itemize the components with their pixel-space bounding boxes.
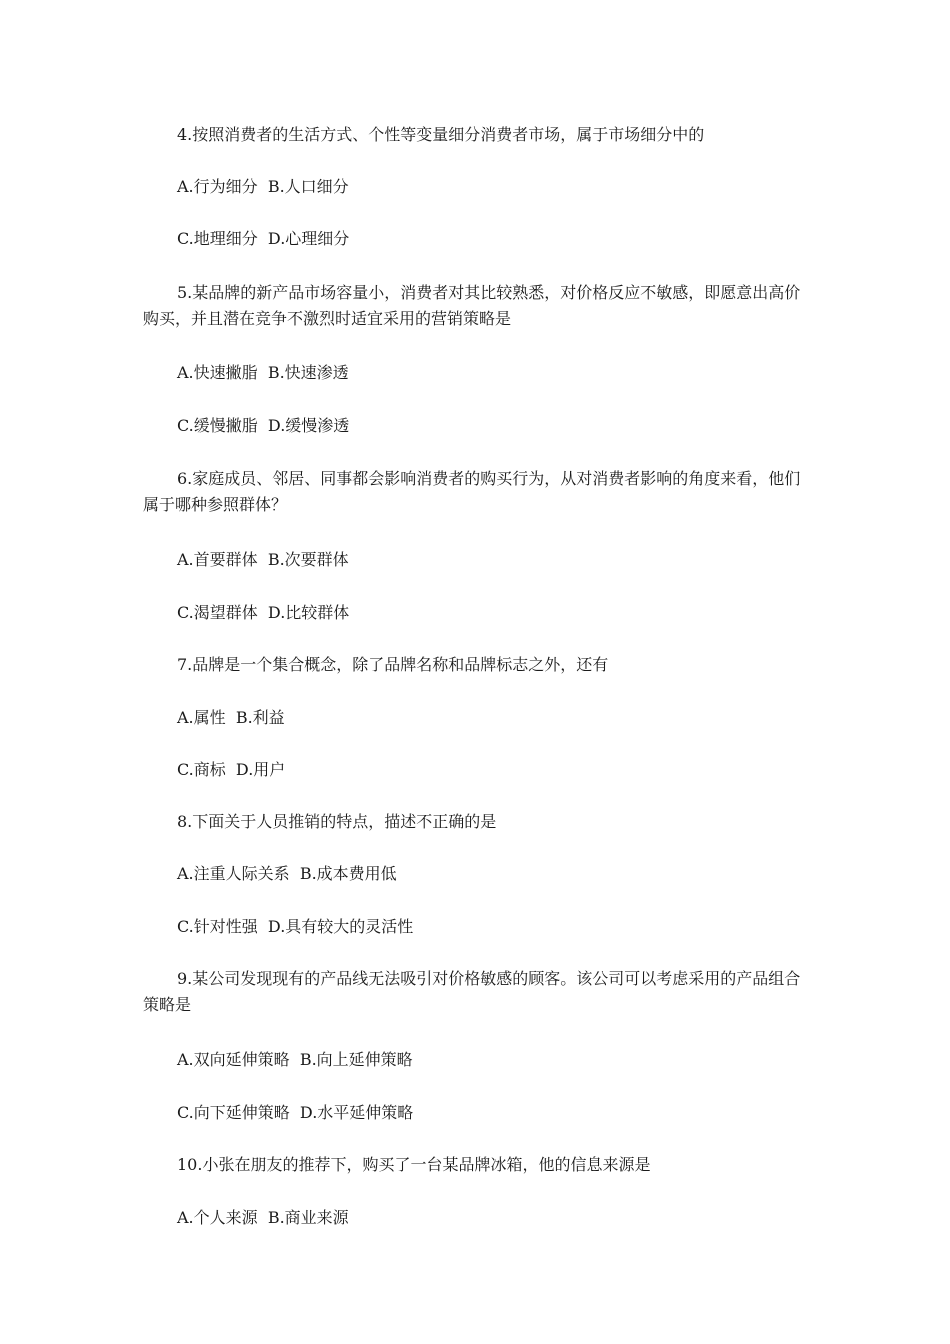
question-4-options-cd: C.地理细分 D.心理细分 (177, 229, 350, 248)
question-9: 9.某公司发现现有的产品线无法吸引对价格敏感的顾客。该公司可以考虑采用的产品组合策略是 (143, 969, 801, 1014)
question-4-options-ab: A.行为细分 B.人口细分 (177, 177, 349, 196)
question-8: 8.下面关于人员推销的特点，描述不正确的是 (177, 812, 497, 831)
question-8-options-ab: A.注重人际关系 B.成本费用低 (177, 864, 397, 883)
question-5: 5.某品牌的新产品市场容量小，消费者对其比较熟悉，对价格反应不敏感，即愿意出高价购买，并且潜在竞争不激烈时适宜采用的营销策略是 (143, 283, 801, 328)
question-6-options-ab: A.首要群体 B.次要群体 (177, 550, 349, 569)
question-7-options-cd: C.商标 D.用户 (177, 760, 286, 779)
question-9-options-ab: A.双向延伸策略 B.向上延伸策略 (177, 1050, 413, 1069)
question-6-options-cd: C.渴望群体 D.比较群体 (177, 603, 350, 622)
question-7-options-ab: A.属性 B.利益 (177, 708, 285, 727)
question-9-options-cd: C.向下延伸策略 D.水平延伸策略 (177, 1103, 414, 1122)
question-5-options-cd: C.缓慢撇脂 D.缓慢渗透 (177, 416, 350, 435)
question-8-options-cd: C.针对性强 D.具有较大的灵活性 (177, 917, 414, 936)
question-4: 4.按照消费者的生活方式、个性等变量细分消费者市场，属于市场细分中的 (177, 125, 705, 144)
question-7: 7.品牌是一个集合概念，除了品牌名称和品牌标志之外，还有 (177, 655, 609, 674)
question-10-options-ab: A.个人来源 B.商业来源 (177, 1208, 349, 1227)
question-6: 6.家庭成员、邻居、同事都会影响消费者的购买行为，从对消费者影响的角度来看，他们属于哪种参照群体？ (143, 469, 801, 514)
question-10: 10.小张在朋友的推荐下，购买了一台某品牌冰箱，他的信息来源是 (177, 1155, 651, 1174)
question-5-options-ab: A.快速撇脂 B.快速渗透 (177, 363, 349, 382)
